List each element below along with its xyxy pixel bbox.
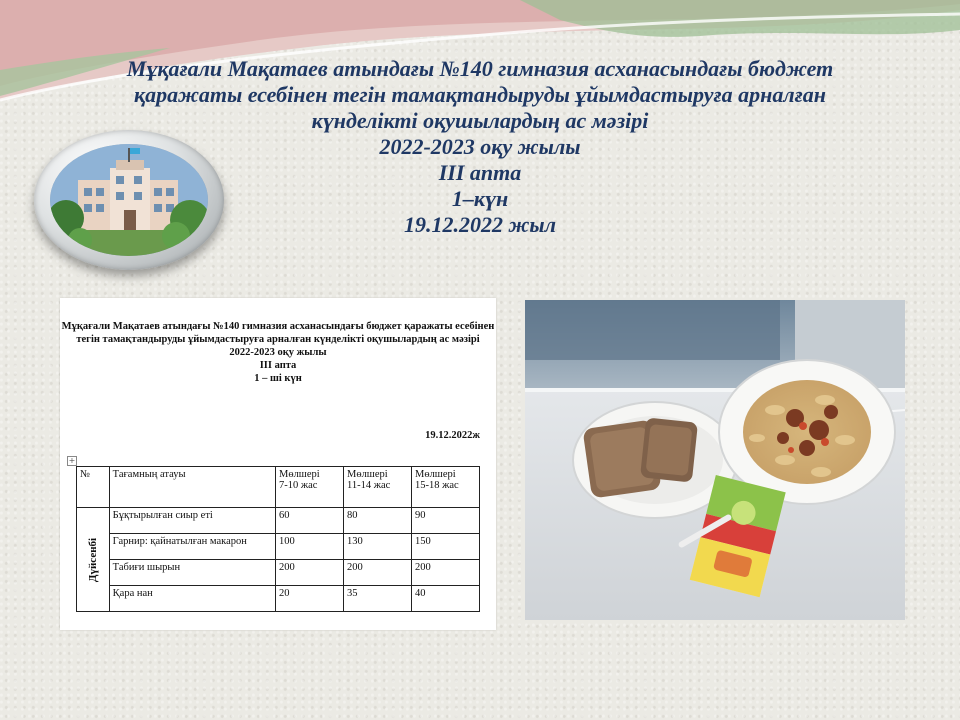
- heading-line: 1 – ші күн: [254, 373, 302, 384]
- dish-name: Қара нан: [109, 586, 275, 612]
- table-row: [77, 560, 480, 586]
- title-line: 1–күн: [451, 186, 509, 211]
- day-label: Дүйсенбі: [86, 537, 99, 582]
- amount-11-14: 80: [343, 508, 411, 534]
- amount-11-14: 130: [343, 534, 411, 560]
- amount-15-18: 150: [411, 534, 479, 560]
- document-date: 19.12.2022ж: [425, 430, 480, 441]
- dish-name: Бұқтырылған сиыр еті: [109, 508, 275, 534]
- table-header-row: [77, 467, 480, 508]
- header-dish-name: Тағамның атауы: [109, 467, 275, 508]
- header-label: Мөлшері: [278, 469, 320, 480]
- amount-15-18: 90: [411, 508, 479, 534]
- heading-line: ІІІ апта: [259, 360, 297, 371]
- menu-document: [60, 298, 496, 630]
- header-num: №: [77, 467, 110, 508]
- heading-line: 2022-2023 оқу жылы: [229, 347, 327, 358]
- header-amount-11-14: [343, 467, 411, 508]
- title-line: қаражаты есебінен тегін тамақтандыруды ұйымдастыруға арналған: [134, 82, 826, 107]
- header-label: Мөлшері: [414, 469, 456, 480]
- amount-7-10: 20: [275, 586, 343, 612]
- dish-name: Гарнир: қайнатылған макарон: [109, 534, 275, 560]
- table-row: [77, 586, 480, 612]
- header-age: 15-18 жас: [414, 480, 459, 491]
- amount-7-10: 100: [275, 534, 343, 560]
- day-cell: [77, 508, 110, 612]
- title-line: 19.12.2022 жыл: [403, 212, 556, 237]
- table-row: [77, 534, 480, 560]
- title-line: Мұқағали Мақатаев атындағы №140 гимназия асханасындағы бюджет: [126, 56, 834, 81]
- dish-name: Табиғи шырын: [109, 560, 275, 586]
- heading-line: тегін тамақтандыруды ұйымдастыруға арналған күнделікті оқушылардың ас мәзірі: [76, 334, 480, 345]
- school-photo-frame: [34, 130, 224, 270]
- meal-photo: [525, 300, 905, 620]
- amount-15-18: 40: [411, 586, 479, 612]
- header-label: Мөлшері: [346, 469, 388, 480]
- table-move-handle-icon[interactable]: +: [68, 456, 76, 465]
- heading-line: Мұқағали Мақатаев атындағы №140 гимназия асханасындағы бюджет қаражаты есебінен: [61, 321, 495, 332]
- amount-7-10: 60: [275, 508, 343, 534]
- title-line: 2022-2023 оқу жылы: [379, 134, 581, 159]
- amount-7-10: 200: [275, 560, 343, 586]
- document-heading: [60, 320, 496, 385]
- table-row: [77, 508, 480, 534]
- title-line: ІІІ апта: [438, 160, 522, 185]
- header-age: 11-14 жас: [346, 480, 391, 491]
- menu-table: [76, 466, 480, 612]
- amount-15-18: 200: [411, 560, 479, 586]
- header-amount-15-18: [411, 467, 479, 508]
- header-age: 7-10 жас: [278, 480, 318, 491]
- school-building-image: [50, 144, 208, 256]
- amount-11-14: 35: [343, 586, 411, 612]
- title-line: күнделікті оқушылардың ас мәзірі: [311, 108, 649, 133]
- header-amount-7-10: [275, 467, 343, 508]
- amount-11-14: 200: [343, 560, 411, 586]
